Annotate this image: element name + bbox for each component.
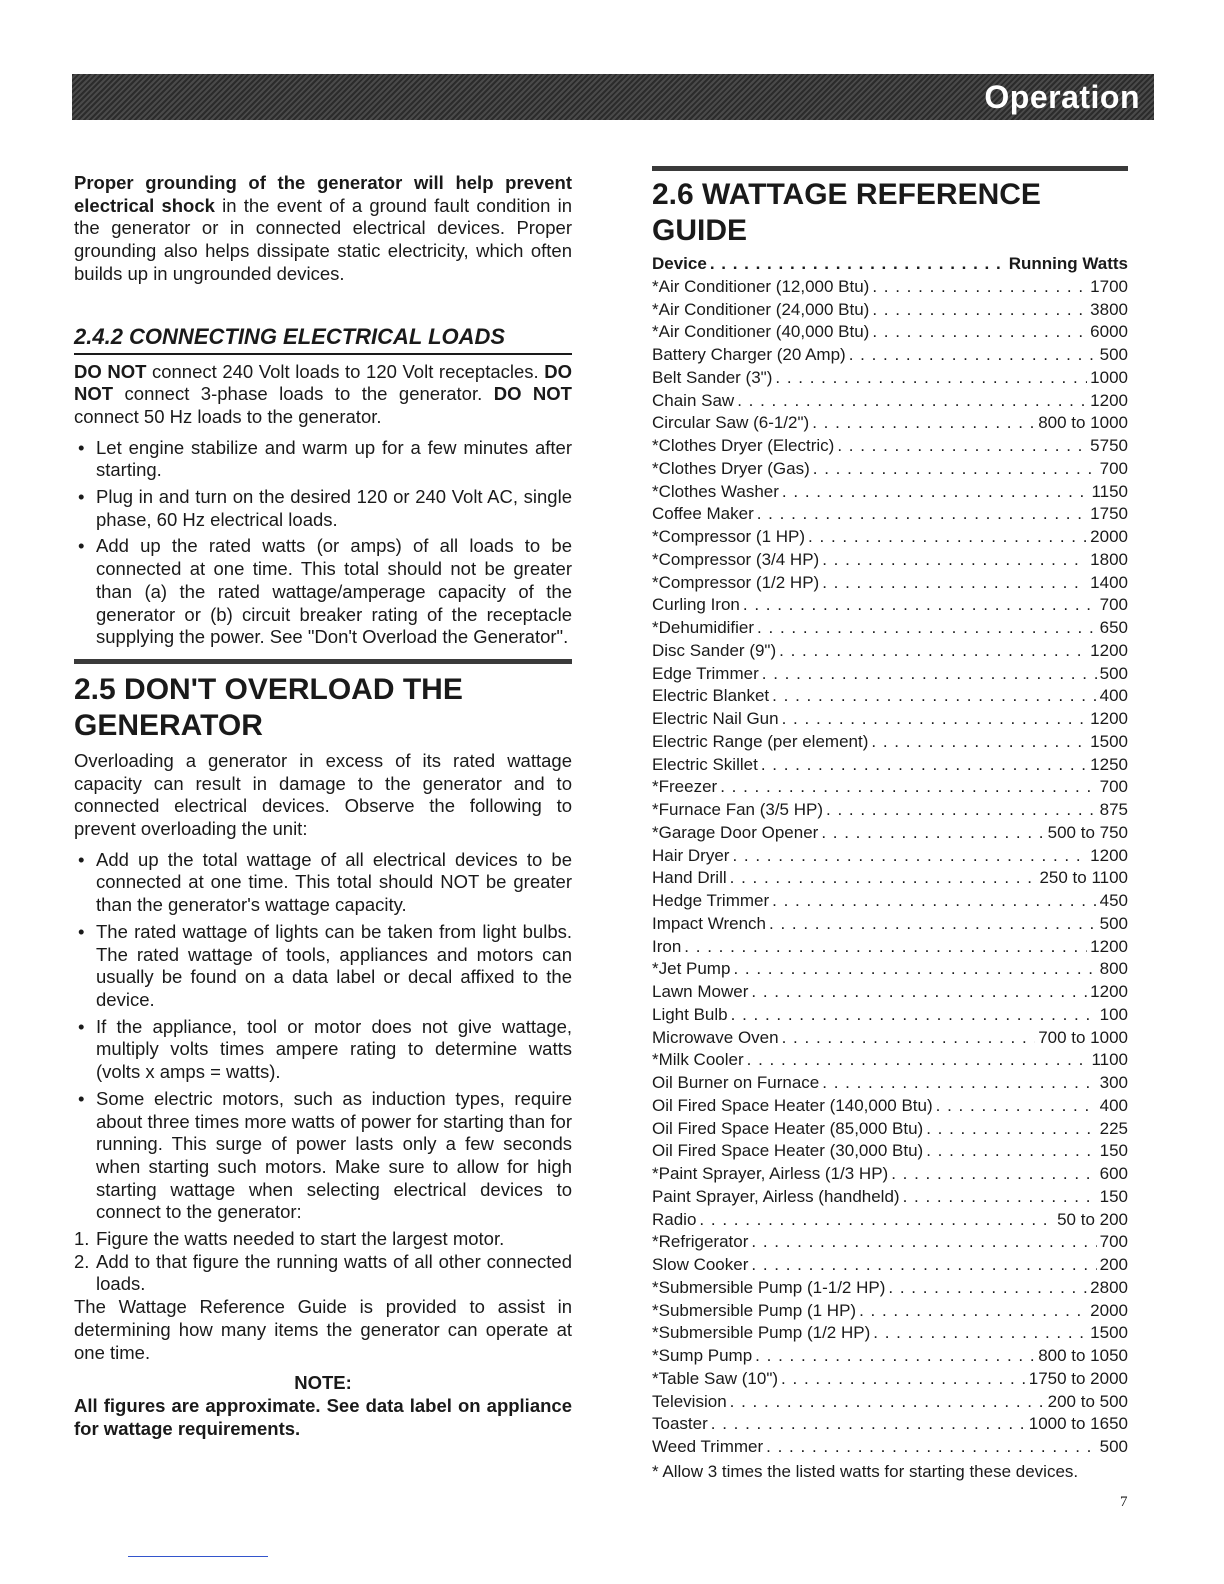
table-row [652,731,1128,754]
leader-dots [782,708,1088,731]
leader-dots [711,1413,1026,1436]
table-row [652,526,1128,549]
table-row [652,594,1128,617]
leader-dots [781,1368,1026,1391]
device-name: *Dehumidifier [652,618,755,637]
leader-dots [872,299,1087,322]
leader-dots [757,503,1087,526]
leader-dots [762,663,1097,686]
leader-dots [737,390,1087,413]
device-name: *Table Saw (10") [652,1368,779,1388]
grounding-bold: Proper grounding of the generator will help prevent electrical shock [74,172,572,216]
leader-dots [732,845,1087,868]
device-name: Light Bulb [652,1004,728,1024]
table-row [652,1186,1128,1209]
table-row [652,1231,1128,1254]
table-row [652,1300,1128,1323]
leader-dots [888,1277,1087,1300]
running-watts: 800 to 1000 [1038,413,1128,433]
device-name: Electric Range (per element) [652,731,869,751]
leader-dots [684,936,1087,959]
table-row [652,299,1128,322]
table-row [652,1368,1128,1391]
running-watts: 1000 to 1650 [1028,1414,1128,1434]
step-item [74,1251,572,1296]
table-row [652,1118,1128,1141]
table-row [652,549,1128,572]
leader-dots [903,1186,1097,1209]
leader-dots [859,1300,1087,1323]
table-row [652,412,1128,435]
table-row [652,1391,1128,1414]
table-row [652,685,1128,708]
leader-dots [775,367,1087,390]
device-name: *Air Conditioner (12,000 Btu) [652,276,870,296]
table-row [652,1049,1128,1072]
table-row [652,1254,1128,1277]
overload-bullets [74,849,572,1224]
list-item: • Add up the total wattage of all electrical devices to be connected at one time. This total should NOT be greater than the generator's wattage capacity. [74,849,572,917]
device-name: Oil Fired Space Heater (85,000 Btu) [652,1118,924,1138]
leader-dots [822,549,1087,572]
running-watts: 700 [1099,1232,1128,1252]
table-row [652,708,1128,731]
running-watts: 400 [1099,1095,1128,1115]
leader-dots [731,1004,1097,1027]
device-name: Circular Saw (6-1/2") [652,413,810,433]
list-item: • Plug in and turn on the desired 120 or 240 Volt AC, single phase, 60 Hz electrical loads. [74,486,572,531]
running-watts: 50 to 200 [1057,1209,1128,1229]
table-row [652,617,1128,640]
leader-dots [822,572,1087,595]
grounding-text: in the event of a ground fault condition in the generator or in connected electrical devices. Proper grounding also helps dissipate static electricity, which often builds up in ungrounded devices. [74,194,572,284]
overload-heading: 2.5 DON'T OVERLOAD THE GENERATOR [74,659,572,744]
running-watts: 700 to 1000 [1038,1027,1128,1047]
table-row [652,367,1128,390]
running-watts: 800 to 1050 [1038,1346,1128,1365]
leader-dots [733,958,1096,981]
device-name: Electric Skillet [652,754,758,774]
leader-dots [747,1049,1089,1072]
device-name: Iron [652,936,682,956]
right-column [652,166,1128,1484]
running-watts: 1200 [1090,390,1128,410]
running-watts: 1800 [1090,549,1128,569]
connecting-heading: 2.4.2 CONNECTING ELECTRICAL LOADS [74,324,572,355]
running-watts: 500 [1099,1437,1128,1456]
left-column [74,172,572,1440]
running-watts: 2000 [1090,1300,1128,1320]
list-item: • Let engine stabilize and warm up for a few minutes after starting. [74,437,572,482]
table-row [652,1072,1128,1095]
device-name: Coffee Maker [652,504,754,524]
running-watts: 250 to 1100 [1039,868,1128,888]
device-name: Chain Saw [652,390,735,410]
step-item [74,1228,572,1251]
table-row [652,890,1128,913]
running-watts: 300 [1099,1073,1128,1092]
leader-dots [772,685,1096,708]
connecting-text-1: connect 240 Volt loads to 120 Volt receptacles. [146,360,545,382]
running-watts: 3800 [1090,299,1128,319]
table-row [652,981,1128,1004]
table-row [652,936,1128,959]
running-watts: 800 [1099,959,1128,979]
leader-dots [822,1072,1096,1095]
running-watts: 400 [1099,686,1128,706]
running-watts: 500 [1099,345,1128,364]
table-row [652,640,1128,663]
device-name: *Refrigerator [652,1232,749,1252]
running-watts: 700 [1099,595,1128,615]
leader-dots [891,1163,1096,1186]
leader-dots [730,867,1037,890]
table-row [652,481,1128,504]
table-row [652,1413,1128,1436]
device-name: Battery Charger (20 Amp) [652,345,846,364]
leader-dots [751,981,1087,1004]
leader-dots [926,1118,1096,1141]
leader-dots [699,1209,1054,1232]
running-watts: 1200 [1090,709,1128,728]
table-row [652,1140,1128,1163]
device-name: Lawn Mower [652,982,749,1001]
running-watts: 1750 [1090,504,1128,524]
table-row [652,1277,1128,1300]
running-watts: 1150 [1091,481,1128,501]
table-row [652,1004,1128,1027]
leader-dots [936,1095,1097,1118]
device-name: *Milk Cooler [652,1050,744,1070]
running-watts: 1250 [1090,754,1128,774]
banner-title: Operation [984,79,1140,115]
device-name: *Air Conditioner (24,000 Btu) [652,299,870,319]
table-row [652,845,1128,868]
list-item: • The rated wattage of lights can be taken from light bulbs. The rated wattage of tools, appliances and motors can usually be found on a data label or decal affixed to the device. [74,921,572,1012]
device-name: Radio [652,1209,697,1229]
connecting-bullets [74,437,572,649]
step-text: Figure the watts needed to start the largest motor. [96,1228,505,1250]
device-name: *Clothes Dryer (Electric) [652,436,835,455]
device-name: Edge Trimmer [652,663,759,683]
device-name: *Freezer [652,777,718,797]
watts-column-header: Running Watts [1008,254,1128,273]
closing-paragraph: The Wattage Reference Guide is provided to assist in determining how many items the generator can operate at one time. [74,1296,572,1363]
leader-dots [837,435,1087,458]
running-watts: 100 [1099,1004,1128,1024]
leader-dots [813,458,1097,481]
device-name: *Compressor (1 HP) [652,527,806,546]
leader-dots [720,776,1096,799]
device-name: *Submersible Pump (1/2 HP) [652,1323,871,1343]
device-name: *Clothes Dryer (Gas) [652,458,810,478]
leader-dots [743,594,1097,617]
device-name: Paint Sprayer, Airless (handheld) [652,1186,900,1206]
device-name: Slow Cooker [652,1255,749,1274]
device-name: Oil Fired Space Heater (140,000 Btu) [652,1095,933,1115]
device-name: *Sump Pump [652,1346,753,1365]
leader-dots [826,799,1097,822]
do-not-1: DO NOT [74,360,147,382]
running-watts: 1400 [1090,572,1128,592]
list-item: • Add up the rated watts (or amps) of all loads to be connected at one time. This total should not be greater than (a) the rated wattage/amperage capacity of the generator or (b) circuit breaker rating of the receptacle supplying the power. See "Don't Overload the Generator". [74,535,572,649]
running-watts: 500 [1099,913,1128,933]
table-row [652,913,1128,936]
table-row [652,276,1128,299]
device-name: *Submersible Pump (1 HP) [652,1300,857,1320]
table-row [652,572,1128,595]
wattage-heading: 2.6 WATTAGE REFERENCE GUIDE [652,166,1128,249]
connecting-text-3: connect 50 Hz loads to the generator. [74,405,382,427]
table-row [652,1209,1128,1232]
running-watts: 650 [1099,618,1128,637]
table-row [652,1345,1128,1368]
table-row [652,776,1128,799]
leader-dots [871,731,1087,754]
table-row [652,1322,1128,1345]
table-row [652,1163,1128,1186]
leader-dots [761,754,1087,777]
running-watts: 1100 [1091,1050,1128,1070]
leader-dots [873,1322,1087,1345]
device-name: Curling Iron [652,595,740,615]
connecting-text-2: connect 3-phase loads to the generator. [113,383,494,405]
device-name: Hand Drill [652,868,727,888]
running-watts: 200 to 500 [1047,1391,1128,1411]
device-name: *Compressor (3/4 HP) [652,549,820,569]
device-name: Electric Blanket [652,686,770,706]
running-watts: 450 [1099,891,1128,910]
table-row [652,867,1128,890]
running-watts: 700 [1099,458,1128,478]
list-item: • Some electric motors, such as induction types, require about three times more watts of power for starting than for running. This surge of power lasts only a few seconds when starting such motors. Make sure to allow for high starting wattage when selecting electrical devices to connect to the generator: [74,1088,572,1224]
running-watts: 1700 [1090,276,1128,296]
device-name: Weed Trimmer [652,1437,764,1456]
running-watts: 5750 [1090,436,1128,455]
table-row [652,503,1128,526]
footer-line [128,1556,268,1557]
table-row [652,321,1128,344]
device-name: Hedge Trimmer [652,891,770,910]
do-not-2: DO NOT [74,360,572,405]
device-name: Disc Sander (9") [652,640,777,660]
device-name: Television [652,1391,727,1411]
running-watts: 1200 [1090,982,1128,1001]
connecting-paragraph [74,361,572,429]
leader-dots [779,640,1087,663]
leader-dots [757,617,1097,640]
leader-dots [782,1027,1036,1050]
section-banner [72,74,1154,120]
running-watts: 700 [1099,777,1128,797]
table-row [652,435,1128,458]
device-name: Microwave Oven [652,1027,779,1047]
table-row [652,390,1128,413]
leader-dots [772,890,1096,913]
device-name: *Paint Sprayer, Airless (1/3 HP) [652,1164,889,1183]
device-name: Belt Sander (3") [652,367,773,387]
table-row [652,344,1128,367]
device-name: *Clothes Washer [652,481,779,501]
do-not-3: DO NOT [493,383,572,405]
leader-dots [808,526,1087,549]
note-text: All figures are approximate. See data label on appliance for wattage requirements. [74,1394,572,1439]
leader-dots [782,481,1089,504]
overload-steps [74,1228,572,1296]
device-name: *Compressor (1/2 HP) [652,572,820,592]
device-name: *Jet Pump [652,959,731,979]
leader-dots [812,412,1035,435]
table-row [652,958,1128,981]
device-name: Toaster [652,1414,708,1434]
list-item: • If the appliance, tool or motor does not give wattage, multiply volts times ampere rating to determine watts (volts x amps = watts). [74,1016,572,1084]
device-name: *Garage Door Opener [652,822,819,842]
grounding-paragraph [74,172,572,286]
running-watts: 225 [1099,1118,1128,1138]
running-watts: 600 [1099,1164,1128,1183]
table-row [652,458,1128,481]
overload-intro: Overloading a generator in excess of its rated wattage capacity can result in damage to the generator and to connected electrical devices. Observe the following to prevent overloading the unit: [74,749,572,840]
table-row [652,1095,1128,1118]
note-label: NOTE: [294,1372,352,1394]
leader-dots [769,913,1097,936]
device-name: *Furnace Fan (3/5 HP) [652,800,824,819]
running-watts: 1000 [1090,367,1128,387]
leader-dots [872,321,1087,344]
leader-dots [755,1345,1035,1368]
device-name: Electric Nail Gun [652,709,779,728]
step-number: 2. [74,1250,90,1272]
step-number: 1. [74,1228,90,1250]
wattage-table [652,276,1128,1459]
running-watts: 2800 [1090,1277,1128,1297]
device-name: Oil Fired Space Heater (30,000 Btu) [652,1141,924,1161]
table-row [652,1436,1128,1459]
table-row [652,754,1128,777]
running-watts: 150 [1099,1186,1128,1206]
wattage-footnote: * Allow 3 times the listed watts for starting these devices. [652,1461,1079,1481]
table-row [652,822,1128,845]
running-watts: 500 to 750 [1047,822,1128,842]
leader-dots [872,276,1087,299]
leader-dots [849,344,1097,367]
device-name: Oil Burner on Furnace [652,1073,820,1092]
running-watts: 2000 [1090,527,1128,546]
table-row [652,663,1128,686]
running-watts: 1200 [1090,936,1128,956]
running-watts: 1200 [1090,845,1128,865]
leader-dots [710,253,1006,276]
running-watts: 1500 [1090,731,1128,751]
running-watts: 1750 to 2000 [1028,1368,1128,1388]
device-column-header: Device [652,254,707,273]
wattage-table-header [652,253,1128,276]
device-name: *Submersible Pump (1-1/2 HP) [652,1277,886,1297]
running-watts: 6000 [1090,322,1128,342]
device-name: Impact Wrench [652,913,767,933]
running-watts: 875 [1099,800,1128,819]
leader-dots [751,1231,1096,1254]
running-watts: 150 [1099,1141,1128,1161]
running-watts: 1200 [1090,640,1128,660]
page-number: 7 [1120,1494,1128,1510]
table-row [652,799,1128,822]
leader-dots [766,1436,1096,1459]
leader-dots [751,1254,1096,1277]
running-watts: 200 [1099,1255,1128,1274]
step-text: Add to that figure the running watts of all other connected loads. [96,1250,572,1295]
table-row [652,1027,1128,1050]
leader-dots [926,1140,1096,1163]
running-watts: 1500 [1090,1323,1128,1343]
running-watts: 500 [1099,663,1128,683]
leader-dots [821,822,1044,845]
leader-dots [730,1391,1045,1414]
device-name: Hair Dryer [652,845,730,865]
device-name: *Air Conditioner (40,000 Btu) [652,322,870,342]
